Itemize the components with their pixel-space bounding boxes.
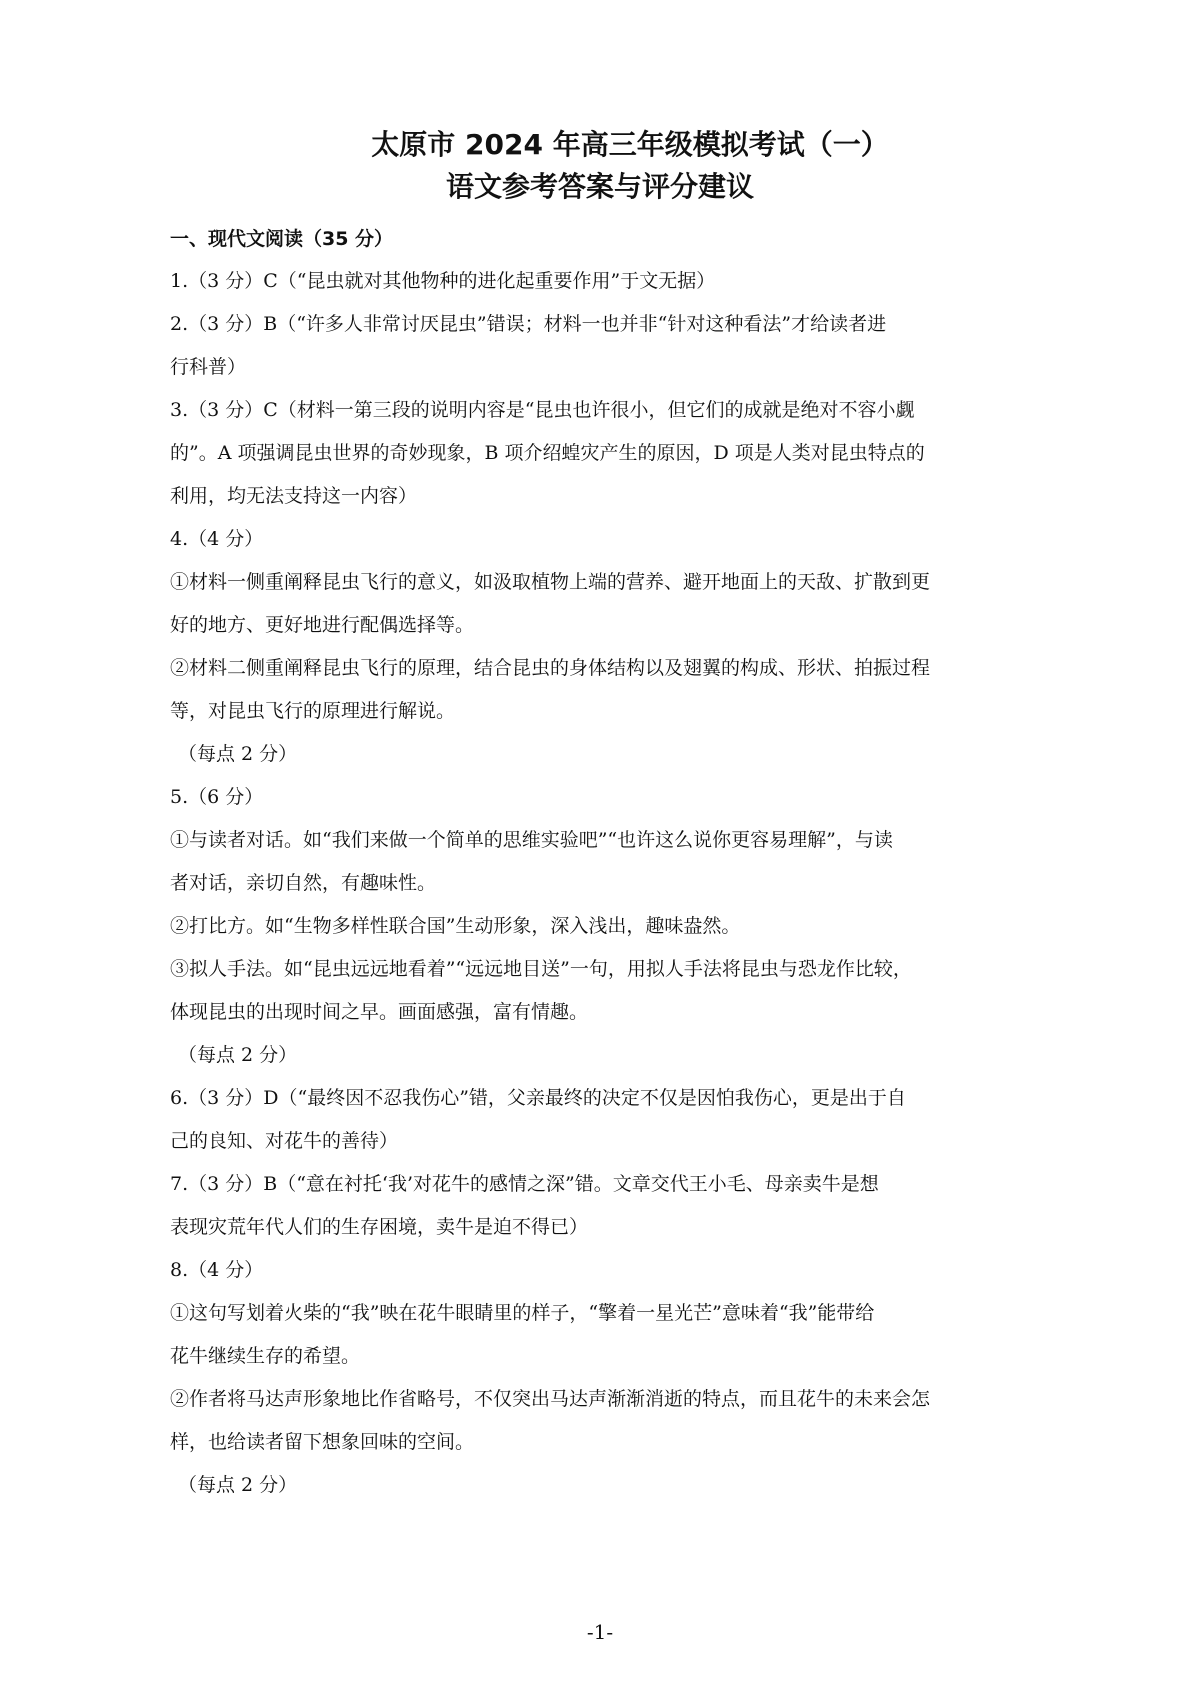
answer-line: 者对话，亲切自然，有趣味性。 xyxy=(170,872,437,894)
answer-line: 行科普） xyxy=(170,356,247,378)
section-heading: 一、现代文阅读（35 分） xyxy=(170,228,394,250)
answer-line: 己的良知、对花牛的善待） xyxy=(170,1130,399,1152)
answer-line: ①材料一侧重阐释昆虫飞行的意义，如汲取植物上端的营养、避开地面上的天敌、扩散到更 xyxy=(170,571,931,593)
answer-line: 体现昆虫的出现时间之早。画面感强，富有情趣。 xyxy=(170,1001,589,1023)
answer-line: ③拟人手法。如“昆虫远远地看着”“远远地目送”一句，用拟人手法将昆虫与恐龙作比较， xyxy=(170,958,912,980)
answer-line: 4.（4 分） xyxy=(170,528,264,550)
page-number: -1- xyxy=(586,1620,614,1644)
scoring-note: （每点 2 分） xyxy=(178,1474,298,1496)
answer-line: 花牛继续生存的希望。 xyxy=(170,1345,361,1367)
answer-line: 7.（3 分）B（“意在衬托‘我’对花牛的感情之深”错。文章交代王小毛、母亲卖牛是想 xyxy=(170,1173,879,1195)
scoring-note: （每点 2 分） xyxy=(178,743,298,765)
answer-line: ②材料二侧重阐释昆虫飞行的原理，结合昆虫的身体结构以及翅翼的构成、形状、拍振过程 xyxy=(170,657,931,679)
answer-line: 好的地方、更好地进行配偶选择等。 xyxy=(170,614,475,636)
answer-line: 2.（3 分）B（“许多人非常讨厌昆虫”错误；材料一也并非“针对这种看法”才给读者进 xyxy=(170,313,887,335)
answer-line: 利用，均无法支持这一内容） xyxy=(170,485,418,507)
answer-line: 的”。A 项强调昆虫世界的奇妙现象，B 项介绍蝗灾产生的原因，D 项是人类对昆虫特点的 xyxy=(170,442,925,464)
scoring-note: （每点 2 分） xyxy=(178,1044,298,1066)
answer-line: 3.（3 分）C（材料一第三段的说明内容是“昆虫也许很小，但它们的成就是绝对不容小觑 xyxy=(170,399,915,421)
answer-line: 1.（3 分）C（“昆虫就对其他物种的进化起重要作用”于文无据） xyxy=(170,270,716,292)
answer-line: ①这句写划着火柴的“我”映在花牛眼睛里的样子，“擎着一星光芒”意味着“我”能带给 xyxy=(170,1302,875,1324)
answer-line: ②作者将马达声形象地比作省略号，不仅突出马达声渐渐消逝的特点，而且花牛的未来会怎 xyxy=(170,1388,931,1410)
document-title: 太原市 2024 年高三年级模拟考试（一） xyxy=(371,128,889,161)
answer-line: 8.（4 分） xyxy=(170,1259,264,1281)
document-subtitle: 语文参考答案与评分建议 xyxy=(445,170,754,203)
answer-line: 等，对昆虫飞行的原理进行解说。 xyxy=(170,700,456,722)
answer-line: 样，也给读者留下想象回味的空间。 xyxy=(170,1431,475,1453)
answer-line: 5.（6 分） xyxy=(170,786,264,808)
answer-line: ①与读者对话。如“我们来做一个简单的思维实验吧”“也许这么说你更容易理解”，与读 xyxy=(170,829,893,851)
answer-line: 表现灾荒年代人们的生存困境，卖牛是迫不得已） xyxy=(170,1216,589,1238)
answer-list xyxy=(170,260,1030,1507)
answer-line: 6.（3 分）D（“最终因不忍我伤心”错，父亲最终的决定不仅是因怕我伤心，更是出于自 xyxy=(170,1087,906,1109)
answer-line: ②打比方。如“生物多样性联合国”生动形象，深入浅出，趣味盎然。 xyxy=(170,915,741,937)
